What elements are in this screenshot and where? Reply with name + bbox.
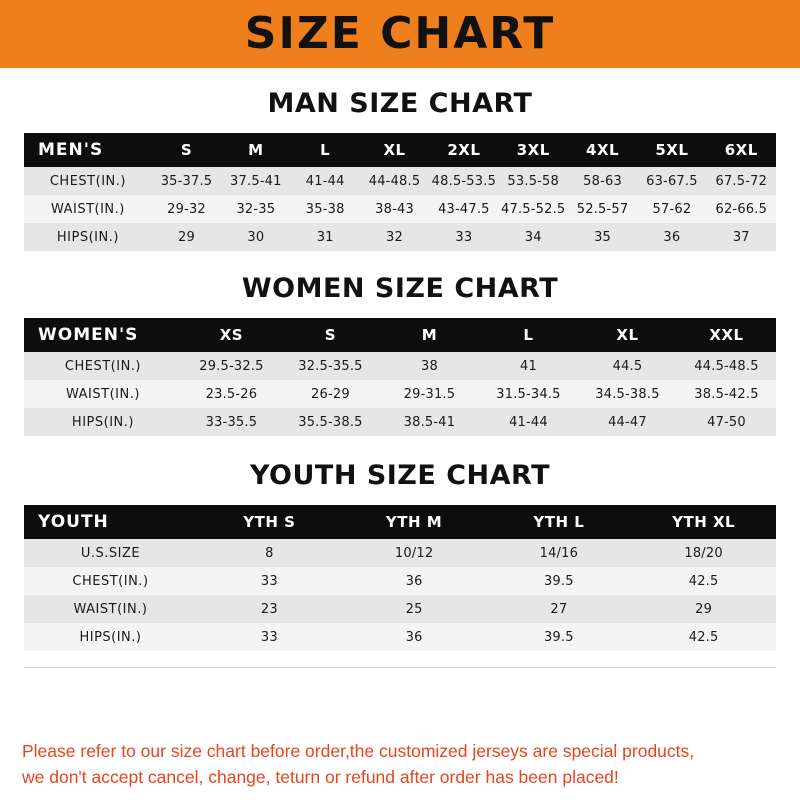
column-header: M [421,326,438,344]
table-cell: 53.5-58 [507,173,560,189]
row-label-header: MEN'S [38,140,104,160]
table-cell: 14/16 [539,545,579,561]
table-cell: 62-66.5 [715,201,768,217]
table-cell: 52.5-57 [576,201,629,217]
column-header: XL [616,326,639,344]
row-label-header: WOMEN'S [38,325,139,345]
table-cell: 27 [550,601,568,617]
table-row [24,623,776,651]
table-cell: 29 [178,229,195,245]
table-cell: 18/20 [684,545,723,561]
table-cell: 44-47 [608,414,647,430]
table-cell: 41-44 [305,173,345,189]
table-cell: 41 [519,358,537,374]
youth-section-title: YOUTH SIZE CHART [249,460,551,491]
column-header: YTH M [385,513,443,531]
table-cell: 10/12 [394,545,434,561]
table-cell: 35-37.5 [160,173,213,189]
page-title: SIZE CHART [244,8,556,59]
man-size-table [24,133,776,251]
women-size-table-wrap [24,318,776,436]
table-header [24,318,776,352]
column-header: YTH S [243,513,296,531]
table-cell: 36 [405,573,423,589]
table-cell: 34.5-38.5 [595,386,660,402]
table-cell: 57-62 [652,201,692,217]
table-row [24,352,776,380]
table-cell: 8 [265,545,274,561]
table-cell: 34 [524,229,542,245]
youth-size-table [24,505,776,651]
column-header: L [523,326,534,344]
table-cell: 39.5 [543,573,574,589]
women-size-table [24,318,776,436]
row-label: HIPS(IN.) [71,414,134,430]
table-cell: 67.5-72 [715,173,768,189]
table-header [24,133,776,167]
man-section-title: MAN SIZE CHART [267,88,533,119]
table-row [24,223,776,251]
table-cell: 47-50 [707,414,746,430]
column-header: 5XL [655,141,689,159]
table-cell: 39.5 [543,629,574,645]
column-header: YTH XL [672,513,736,531]
column-header: XXL [709,326,744,344]
table-cell: 29-32 [167,201,206,217]
footer-note [0,738,800,790]
table-cell: 35.5-38.5 [298,414,363,430]
table-cell: 35-38 [305,201,345,217]
table-cell: 31.5-34.5 [496,386,561,402]
column-header: 2XL [447,141,481,159]
table-cell: 35 [594,229,612,245]
table-cell: 36 [663,229,681,245]
table-cell: 42.5 [688,629,719,645]
column-header: L [320,141,331,159]
footer-note-line-1: Please refer to our size chart before order,the customized jerseys are special products, [22,741,695,761]
row-label: CHEST(IN.) [64,358,141,374]
table-row [24,539,776,567]
table-header-row [24,505,776,539]
table-header-row [24,318,776,352]
column-header: 4XL [586,141,620,159]
table-cell: 38-43 [375,201,414,217]
page-banner [0,0,800,68]
table-cell: 31 [316,229,334,245]
table-cell: 43-47.5 [438,201,490,217]
table-cell: 41-44 [509,414,548,430]
row-label: CHEST(IN.) [72,573,149,589]
table-cell: 32-35 [236,201,276,217]
youth-size-table-wrap [24,505,776,651]
table-cell: 37.5-41 [230,173,282,189]
table-header-row [24,133,776,167]
column-header: XL [383,141,406,159]
column-header: 3XL [516,141,550,159]
row-label: WAIST(IN.) [73,601,148,617]
table-row [24,195,776,223]
table-cell: 42.5 [688,573,719,589]
row-label-header: YOUTH [38,512,109,532]
column-header: YTH L [533,513,585,531]
table-cell: 26-29 [311,386,350,402]
row-label: HIPS(IN.) [79,629,142,645]
table-cell: 48.5-53.5 [431,173,497,189]
table-cell: 44.5 [612,358,643,374]
footer-note-line-2: we don't accept cancel, change, teturn or refund after order has been placed! [22,767,619,787]
row-label: U.S.SIZE [80,545,141,561]
table-cell: 29-31.5 [403,386,456,402]
table-cell: 38 [420,358,438,374]
table-row [24,567,776,595]
table-cell: 29 [695,601,713,617]
table-cell: 38.5-41 [403,414,456,430]
table-cell: 36 [405,629,423,645]
table-cell: 47.5-52.5 [501,201,566,217]
table-cell: 37 [732,229,750,245]
table-cell: 32.5-35.5 [298,358,363,374]
table-cell: 23 [260,601,278,617]
column-header: 6XL [724,141,758,159]
row-label: WAIST(IN.) [66,386,140,402]
table-row [24,167,776,195]
table-row [24,380,776,408]
table-cell: 58-63 [583,173,622,189]
table-cell: 33-35.5 [205,414,258,430]
row-label: HIPS(IN.) [56,229,119,245]
women-section-title: WOMEN SIZE CHART [241,273,559,304]
column-header: XS [219,326,244,344]
column-header: S [180,141,193,159]
table-body [24,539,776,651]
column-header: S [324,326,337,344]
table-cell: 23.5-26 [205,386,258,402]
table-cell: 44.5-48.5 [694,358,759,374]
table-cell: 38.5-42.5 [694,386,759,402]
table-body [24,167,776,251]
table-cell: 29.5-32.5 [199,358,264,374]
table-cell: 33 [455,229,473,245]
table-row [24,408,776,436]
row-label: WAIST(IN.) [50,201,125,217]
table-body [24,352,776,436]
table-header [24,505,776,539]
man-size-table-wrap [24,133,776,251]
row-label: CHEST(IN.) [49,173,126,189]
table-cell: 32 [386,229,403,245]
table-cell: 25 [405,601,423,617]
table-row [24,595,776,623]
table-cell: 33 [260,573,278,589]
table-cell: 33 [260,629,278,645]
table-cell: 30 [247,229,265,245]
column-header: M [248,141,264,159]
footer-divider [24,667,776,668]
table-cell: 44-48.5 [368,173,421,189]
table-cell: 63-67.5 [646,173,698,189]
